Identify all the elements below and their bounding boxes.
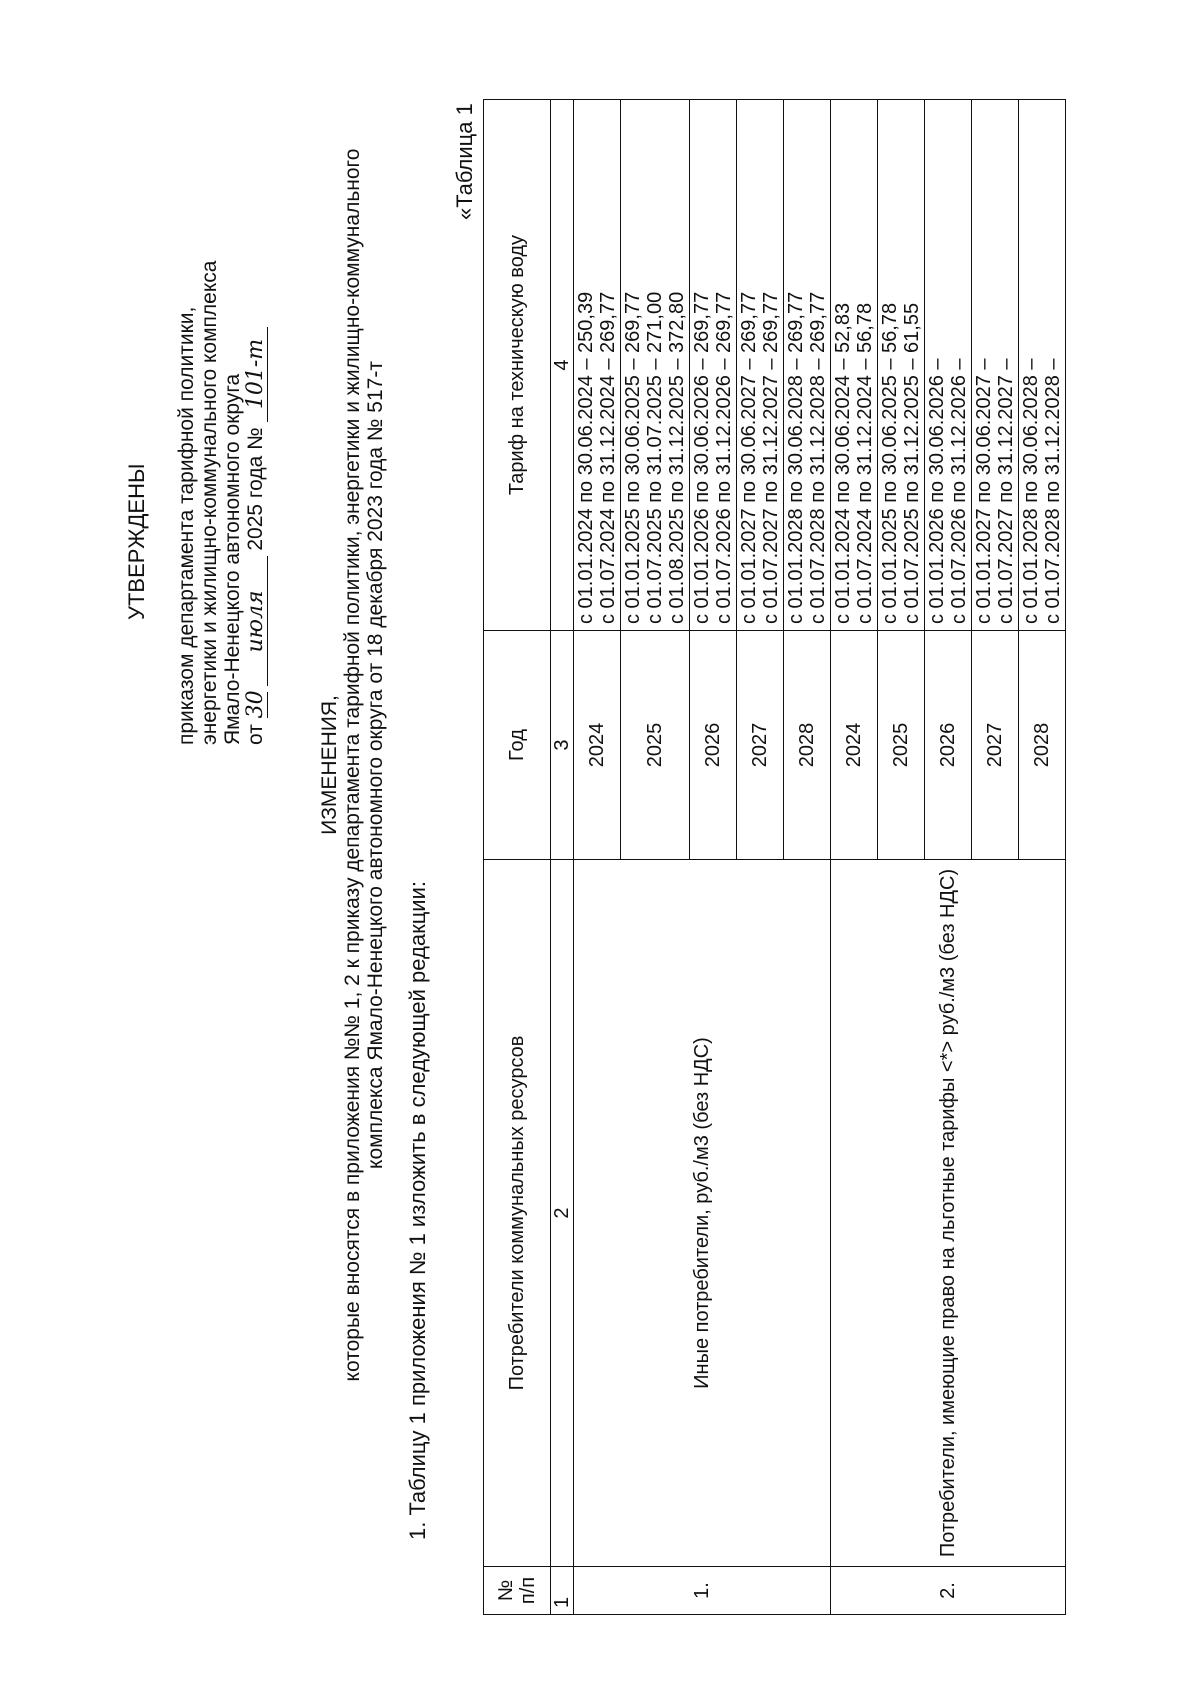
- tariff-period: с 01.08.2025 по 31.12.2025 – 372,80: [666, 291, 688, 624]
- tariff-cell: [878, 100, 925, 631]
- column-number: 2: [551, 860, 574, 1567]
- table-caption: «Таблица 1: [452, 103, 477, 220]
- date-month: июля: [244, 556, 268, 686]
- tariff-period: с 01.01.2026 по 30.06.2026 – 269,77: [691, 291, 713, 624]
- approval-basis: [175, 261, 268, 745]
- document-heading: ИЗМЕНЕНИЯ,: [318, 695, 341, 835]
- tariff-cell: [574, 100, 621, 631]
- tariff-period: с 01.01.2025 по 30.06.2025 – 269,77: [622, 291, 644, 624]
- consumer-cell: Иные потребители, руб./м3 (без НДС): [574, 860, 831, 1567]
- table-row: [831, 100, 878, 1615]
- tariff-cell: [784, 100, 831, 631]
- order-date-line: [244, 261, 268, 745]
- year-cell: 2027: [972, 631, 1019, 860]
- row-number: 2.: [831, 1567, 1066, 1615]
- tariff-period: с 01.01.2028 по 30.06.2028 – 269,77: [785, 291, 807, 624]
- date-year-text: 2025 года №: [244, 427, 267, 551]
- tariff-table: [483, 99, 1066, 1615]
- tariff-period: с 01.01.2024 по 30.06.2024 – 52,83: [832, 302, 854, 624]
- date-day: 30: [243, 690, 268, 719]
- consumer-cell: Потребители, имеющие право на льготные тарифы <*> руб./м3 (без НДС): [831, 860, 1066, 1567]
- column-number: 1: [551, 1567, 574, 1615]
- row-number: 1.: [574, 1567, 831, 1615]
- year-cell: 2027: [737, 631, 784, 860]
- tariff-period: с 01.07.2026 по 31.12.2026 –: [948, 358, 970, 624]
- tariff-cell: [690, 100, 737, 631]
- tariff-period: с 01.07.2027 по 31.12.2027 – 269,77: [760, 291, 782, 624]
- subheading-line: комплекса Ямало-Ненецкого автономного округа от 18 декабря 2023 года № 517-т: [364, 361, 387, 1169]
- year-cell: 2025: [878, 631, 925, 860]
- tariff-period: с 01.07.2028 по 31.12.2028 –: [1042, 358, 1064, 624]
- col-header-consumer: Потребители коммунальных ресурсов: [484, 860, 551, 1567]
- tariff-period: с 01.01.2027 по 30.06.2027 – 269,77: [738, 291, 760, 624]
- col-header-tariff: Тариф на техническую воду: [484, 100, 551, 631]
- approval-stamp-title: УТВЕРЖДЕНЫ: [124, 463, 149, 620]
- column-number: 4: [551, 100, 574, 631]
- tariff-cell: [925, 100, 972, 631]
- tariff-period: с 01.01.2026 по 30.06.2026 –: [926, 358, 948, 624]
- tariff-period: с 01.07.2025 по 31.12.2025 – 61,55: [901, 302, 923, 624]
- year-cell: 2028: [784, 631, 831, 860]
- tariff-cell: [831, 100, 878, 631]
- tariff-cell: [621, 100, 690, 631]
- tariff-period: с 01.07.2027 по 31.12.2027 –: [995, 358, 1017, 624]
- date-prefix: от: [244, 724, 267, 745]
- year-cell: 2026: [925, 631, 972, 860]
- tariff-period: с 01.07.2026 по 31.12.2026 – 269,77: [713, 291, 735, 624]
- table-row: [574, 100, 621, 1615]
- year-cell: 2028: [1019, 631, 1066, 860]
- basis-line: энергетики и жилищно-коммунального комплекса: [198, 260, 221, 745]
- col-header-year: Год: [484, 631, 551, 860]
- basis-line: приказом департамента тарифной политики,: [175, 306, 198, 745]
- tariff-cell: [737, 100, 784, 631]
- tariff-period: с 01.01.2024 по 30.06.2024 – 250,39: [575, 291, 597, 624]
- tariff-period: с 01.01.2028 по 30.06.2028 –: [1020, 358, 1042, 624]
- tariff-cell: [972, 100, 1019, 631]
- intro-paragraph: 1. Таблицу 1 приложения № 1 изложить в следующей редакции:: [405, 881, 430, 1540]
- tariff-cell: [1019, 100, 1066, 631]
- year-cell: 2025: [621, 631, 690, 860]
- year-cell: 2024: [831, 631, 878, 860]
- tariff-period: с 01.07.2028 по 31.12.2028 – 269,77: [807, 291, 829, 624]
- document-subheading: [341, 115, 387, 1415]
- column-number-row: [551, 100, 574, 1615]
- basis-line: Ямало-Ненецкого автономного округа: [221, 373, 244, 745]
- table-header-row: [484, 100, 551, 1615]
- year-cell: 2024: [574, 631, 621, 860]
- subheading-line: которые вносятся в приложения №№ 1, 2 к приказу департамента тарифной политики, энергетики и жилищно-коммунального: [341, 148, 364, 1382]
- tariff-period: с 01.01.2025 по 30.06.2025 – 56,78: [879, 302, 901, 624]
- tariff-period: с 01.07.2025 по 31.07.2025 – 271,00: [644, 291, 666, 624]
- tariff-period: с 01.07.2024 по 31.12.2024 – 269,77: [597, 291, 619, 624]
- year-cell: 2026: [690, 631, 737, 860]
- column-number: 3: [551, 631, 574, 860]
- tariff-period: с 01.07.2024 по 31.12.2024 – 56,78: [854, 302, 876, 624]
- col-header-number: № п/п: [484, 1567, 551, 1615]
- tariff-period: с 01.01.2027 по 30.06.2027 –: [973, 358, 995, 624]
- order-number: 101-т: [244, 327, 268, 422]
